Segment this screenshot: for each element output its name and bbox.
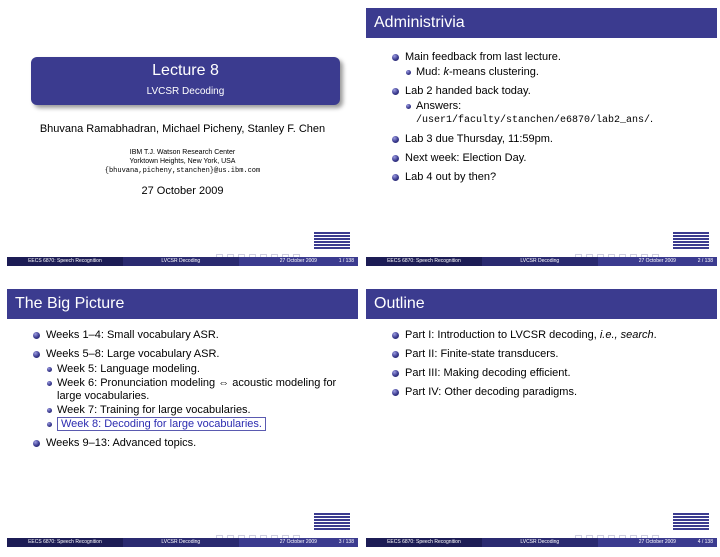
footer-date: 27 October 2009 [598, 538, 717, 547]
footer-page: 1 / 138 [338, 258, 354, 264]
institution: IBM T.J. Watson Research Center [129, 149, 236, 156]
list-item: Part II: Finite-state transducers. [391, 347, 709, 361]
list-item: Weeks 1–4: Small vocabulary ASR. [32, 328, 350, 342]
sub-bullet-icon [406, 70, 411, 75]
email: {bhuvana,picheny,stanchen}@us.ibm.com [104, 167, 261, 175]
slide-outline [366, 289, 717, 547]
bullet-icon [392, 174, 399, 181]
footer-page: 4 / 138 [697, 539, 713, 545]
footer-course: EECS 6870: Speech Recognition [7, 538, 123, 547]
footer [7, 538, 358, 547]
bullet-icon [392, 389, 399, 396]
footer-lecture: LVCSR Decoding [482, 257, 598, 266]
footer-page: 3 / 138 [338, 539, 354, 545]
slide-big-picture [7, 289, 358, 547]
sub-bullet-icon [406, 104, 411, 109]
bullet-icon [392, 332, 399, 339]
bullet-icon [392, 370, 399, 377]
footer-course: EECS 6870: Speech Recognition [366, 538, 482, 547]
footer [7, 257, 358, 266]
sub-item: Week 5: Language modeling. [46, 363, 350, 376]
sub-item: Answers: /user1/faculty/stanchen/e6870/lab2_ans/. [405, 100, 709, 127]
ibm-logo [314, 232, 350, 250]
location: Yorktown Heights, New York, USA [129, 158, 236, 165]
bullet-icon [392, 351, 399, 358]
sub-item [46, 418, 350, 431]
bullet-icon [392, 54, 399, 61]
footer-course: EECS 6870: Speech Recognition [7, 257, 123, 266]
bullet-icon [392, 88, 399, 95]
list-item: Part III: Making decoding efficient. [391, 366, 709, 380]
frame-title: Administrivia [366, 8, 717, 38]
bullet-icon [392, 136, 399, 143]
footer-date: 27 October 2009 [239, 257, 358, 266]
ibm-logo [314, 513, 350, 531]
sub-item: Mud: k-means clustering. [405, 66, 709, 79]
sub-item: Week 7: Training for large vocabularies. [46, 404, 350, 417]
list-item: Main feedback from last lecture. Mud: k-means clustering. [391, 50, 709, 79]
sub-bullet-icon [47, 367, 52, 372]
bullet-list [32, 328, 350, 455]
footer [366, 257, 717, 266]
footer-lecture: LVCSR Decoding [123, 257, 239, 266]
lecture-title: Lecture 8 [152, 62, 219, 79]
bullet-list [391, 50, 709, 189]
footer-lecture: LVCSR Decoding [482, 538, 598, 547]
list-item: Lab 3 due Thursday, 11:59pm. [391, 132, 709, 146]
frame-title: Outline [366, 289, 717, 319]
list-item: Part IV: Other decoding paradigms. [391, 385, 709, 399]
footer [366, 538, 717, 547]
footer-course: EECS 6870: Speech Recognition [366, 257, 482, 266]
authors: Bhuvana Ramabhadran, Michael Picheny, Stanley F. Chen [39, 123, 326, 135]
sub-bullet-icon [47, 422, 52, 427]
list-item: Part I: Introduction to LVCSR decoding, i.e., search. [391, 328, 709, 342]
lecture-date: 27 October 2009 [141, 185, 224, 197]
title-box [31, 57, 340, 105]
footer-date: 27 October 2009 [598, 257, 717, 266]
bullet-icon [392, 155, 399, 162]
sub-bullet-icon [47, 381, 52, 386]
bullet-list [391, 328, 709, 404]
ibm-logo [673, 513, 709, 531]
bullet-icon [33, 351, 40, 358]
slide-title [7, 8, 358, 266]
list-item: Weeks 5–8: Large vocabulary ASR. Week 5: Language modeling. Week 6: Pronunciation modeling ⇔ acoustic modeling for large vocabularies. Week 7: Training for large vocabularies. Week 8: Decoding for large vocabularies. [32, 347, 350, 431]
frame-title: The Big Picture [7, 289, 358, 319]
footer-date: 27 October 2009 [239, 538, 358, 547]
bullet-icon [33, 440, 40, 447]
highlighted-week: Week 8: Decoding for large vocabularies. [57, 417, 266, 431]
ibm-logo [673, 232, 709, 250]
list-item: Lab 4 out by then? [391, 170, 709, 184]
lecture-subtitle: LVCSR Decoding [146, 86, 225, 97]
answers-path: /user1/faculty/stanchen/e6870/lab2_ans/ [416, 115, 651, 126]
footer-lecture: LVCSR Decoding [123, 538, 239, 547]
slide-administrivia [366, 8, 717, 266]
sub-bullet-icon [47, 408, 52, 413]
bullet-icon [33, 332, 40, 339]
list-item: Next week: Election Day. [391, 151, 709, 165]
list-item: Weeks 9–13: Advanced topics. [32, 436, 350, 450]
list-item: Lab 2 handed back today. Answers: /user1/faculty/stanchen/e6870/lab2_ans/. [391, 84, 709, 127]
sub-item: Week 6: Pronunciation modeling ⇔ acoustic modeling for large vocabularies. [46, 377, 350, 403]
footer-page: 2 / 138 [697, 258, 713, 264]
